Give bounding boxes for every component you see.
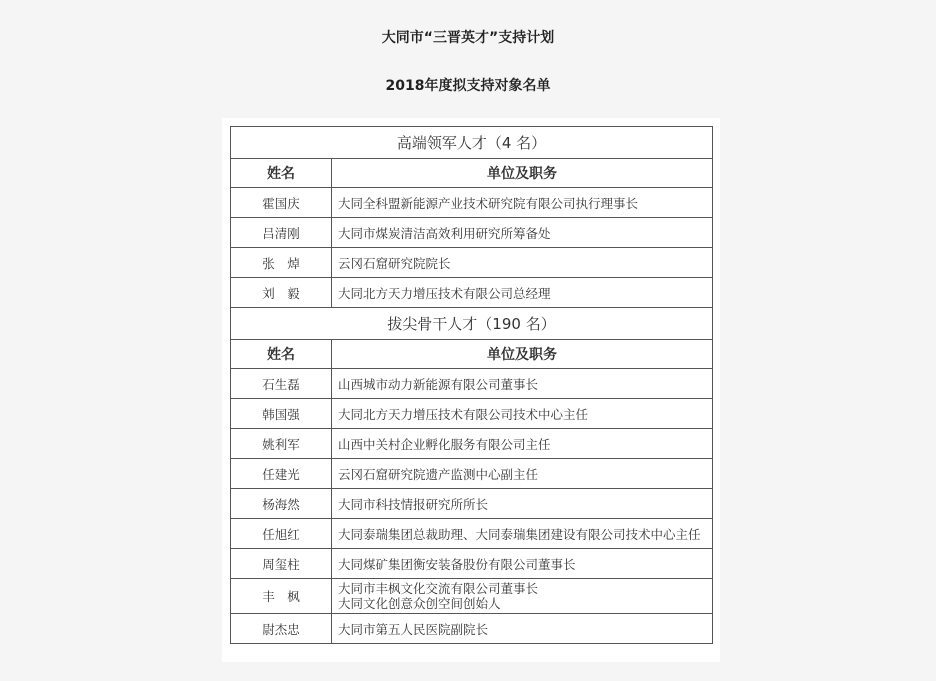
org-line: 大同北方天力增压技术有限公司总经理 (338, 285, 551, 301)
person-name: 周玺柱 (231, 549, 332, 579)
table-row (231, 549, 713, 579)
section-title: 高端领军人才（4 名） (231, 127, 713, 159)
org-position (332, 429, 713, 459)
table-row (231, 459, 713, 489)
org-line: 大同市科技情报研究所所长 (338, 496, 489, 512)
table-row (231, 429, 713, 459)
org-line: 山西城市动力新能源有限公司董事长 (338, 376, 539, 392)
org-position (332, 519, 713, 549)
table-row (231, 399, 713, 429)
org-line: 大同煤矿集团衡安装备股份有限公司董事长 (338, 556, 576, 572)
person-name: 韩国强 (231, 399, 332, 429)
table-row (231, 579, 713, 614)
org-position (332, 489, 713, 519)
org-line: 大同市煤炭清洁高效利用研究所筹备处 (338, 225, 551, 241)
table-row (231, 248, 713, 278)
document-title: 大同市“三晋英才”支持计划 (381, 30, 555, 46)
org-line: 山西中关村企业孵化服务有限公司主任 (338, 436, 551, 452)
org-line: 大同泰瑞集团总裁助理、大同泰瑞集团建设有限公司技术中心主任 (338, 526, 701, 542)
section-title: 拔尖骨干人才（190 名） (231, 308, 713, 340)
section-header (231, 127, 713, 159)
org-line: 大同北方天力增压技术有限公司技术中心主任 (338, 406, 589, 422)
org-line: 云冈石窟研究院遗产监测中心副主任 (338, 466, 539, 482)
person-name: 张 焯 (231, 248, 332, 278)
column-header-org: 单位及职务 (332, 340, 713, 369)
org-position (332, 579, 713, 614)
table-row (231, 369, 713, 399)
person-name: 霍国庆 (231, 188, 332, 218)
person-name: 尉杰忠 (231, 614, 332, 644)
person-name: 任旭红 (231, 519, 332, 549)
candidate-table (230, 126, 713, 644)
person-name: 杨海然 (231, 489, 332, 519)
person-name: 任建光 (231, 459, 332, 489)
person-name: 吕清刚 (231, 218, 332, 248)
column-header-name: 姓名 (231, 159, 332, 188)
column-header-row (231, 340, 713, 369)
column-header-name: 姓名 (231, 340, 332, 369)
person-name: 刘 毅 (231, 278, 332, 308)
table-row (231, 278, 713, 308)
org-position (332, 614, 713, 644)
org-position (332, 188, 713, 218)
document-subtitle: 2018年度拟支持对象名单 (385, 78, 551, 94)
org-position (332, 399, 713, 429)
org-line: 大同市第五人民医院副院长 (338, 621, 489, 637)
column-header-org: 单位及职务 (332, 159, 713, 188)
table-row (231, 489, 713, 519)
org-position (332, 278, 713, 308)
list-image (222, 118, 720, 662)
org-position (332, 248, 713, 278)
table-row (231, 188, 713, 218)
column-header-row (231, 159, 713, 188)
table-row (231, 614, 713, 644)
org-line: 大同市丰枫文化交流有限公司董事长 (338, 581, 539, 596)
org-line: 大同文化创意众创空间创始人 (338, 596, 501, 611)
org-position (332, 369, 713, 399)
person-name: 丰 枫 (231, 579, 332, 614)
table-row (231, 218, 713, 248)
table-row (231, 519, 713, 549)
person-name: 姚利军 (231, 429, 332, 459)
org-line: 大同全科盟新能源产业技术研究院有限公司执行理事长 (338, 195, 639, 211)
org-line: 云冈石窟研究院院长 (338, 255, 451, 271)
section-header (231, 308, 713, 340)
person-name: 石生磊 (231, 369, 332, 399)
org-position (332, 218, 713, 248)
org-position (332, 459, 713, 489)
org-position (332, 549, 713, 579)
